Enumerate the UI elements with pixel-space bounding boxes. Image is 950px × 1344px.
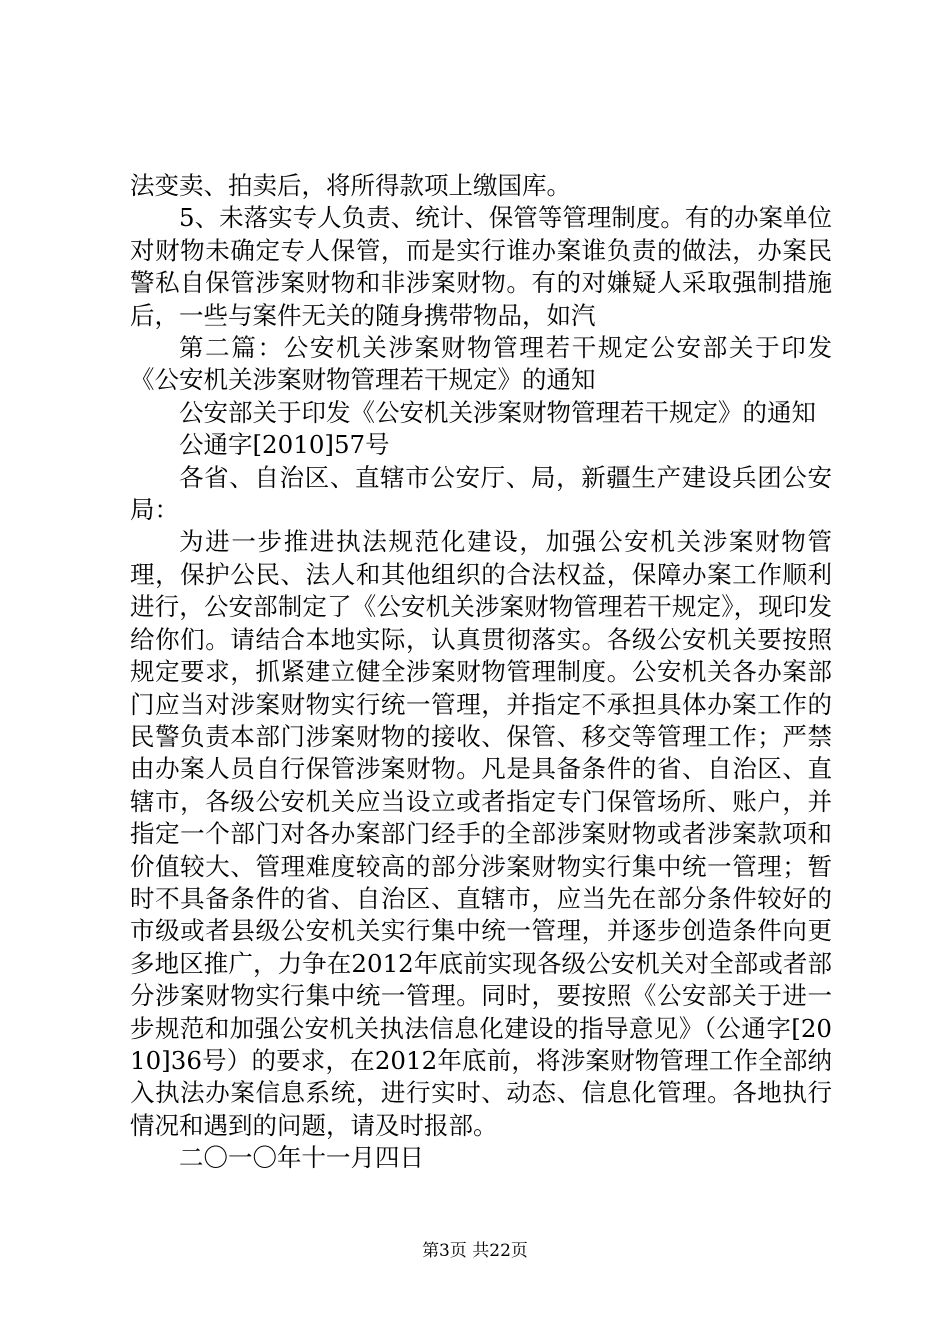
page-footer: 第3页 共22页 <box>422 1241 528 1261</box>
document-body <box>130 170 832 1175</box>
section-heading: 第二篇：公安机关涉案财物管理若干规定公安部关于印发《公安机关涉案财物管理若干规定》的通知 <box>130 333 832 395</box>
notice-body: 为进一步推进执法规范化建设，加强公安机关涉案财物管理，保护公民、法人和其他组织的合法权益，保障办案工作顺利进行，公安部制定了《公安机关涉案财物管理若干规定》，现印发给你们。请结合本地实际，认真贯彻落实。各级公安机关要按照规定要求，抓紧建立健全涉案财物管理制度。公安机关各办案部门应当对涉案财物实行统一管理，并指定不承担具体办案工作的民警负责本部门涉案财物的接收、保管、移交等管理工作；严禁由办案人员自行保管涉案财物。凡是具备条件的省、自治区、直辖市，各级公安机关应当设立或者指定专门保管场所、账户，并指定一个部门对各办案部门经手的全部涉案财物或者涉案款项和价值较大、管理难度较高的部分涉案财物实行集中统一管理；暂时不具备条件的省、自治区、直辖市，应当先在部分条件较好的市级或者县级公安机关实行集中统一管理，并逐步创造条件向更多地区推广，力争在2012年底前实现各级公安机关对全部或者部分涉案财物实行集中统一管理。同时，要按照《公安部关于进一步规范和加强公安机关执法信息化建设的指导意见》（公通字[2010]36号）的要求，在2012年底前，将涉案财物管理工作全部纳入执法办案信息系统，进行实时、动态、信息化管理。各地执行情况和遇到的问题，请及时报部。 <box>130 527 832 1140</box>
notice-title: 公安部关于印发《公安机关涉案财物管理若干规定》的通知 <box>179 397 816 427</box>
recipients: 各省、自治区、直辖市公安厅、局，新疆生产建设兵团公安局： <box>130 462 832 525</box>
paragraph-2: 5、未落实专人负责、统计、保管等管理制度。有的办案单位对财物未确定专人保管，而是实行谁办案谁负责的做法，办案民警私自保管涉案财物和非涉案财物。有的对嫌疑人采取强制措施后，一些与案件无关的随身携带物品，如汽 <box>130 203 832 330</box>
notice-date: 二〇一〇年十一月四日 <box>179 1143 424 1173</box>
document-number: 公通字[2010]57号 <box>179 430 390 460</box>
paragraph-1: 法变卖、拍卖后，将所得款项上缴国库。 <box>130 171 571 200</box>
